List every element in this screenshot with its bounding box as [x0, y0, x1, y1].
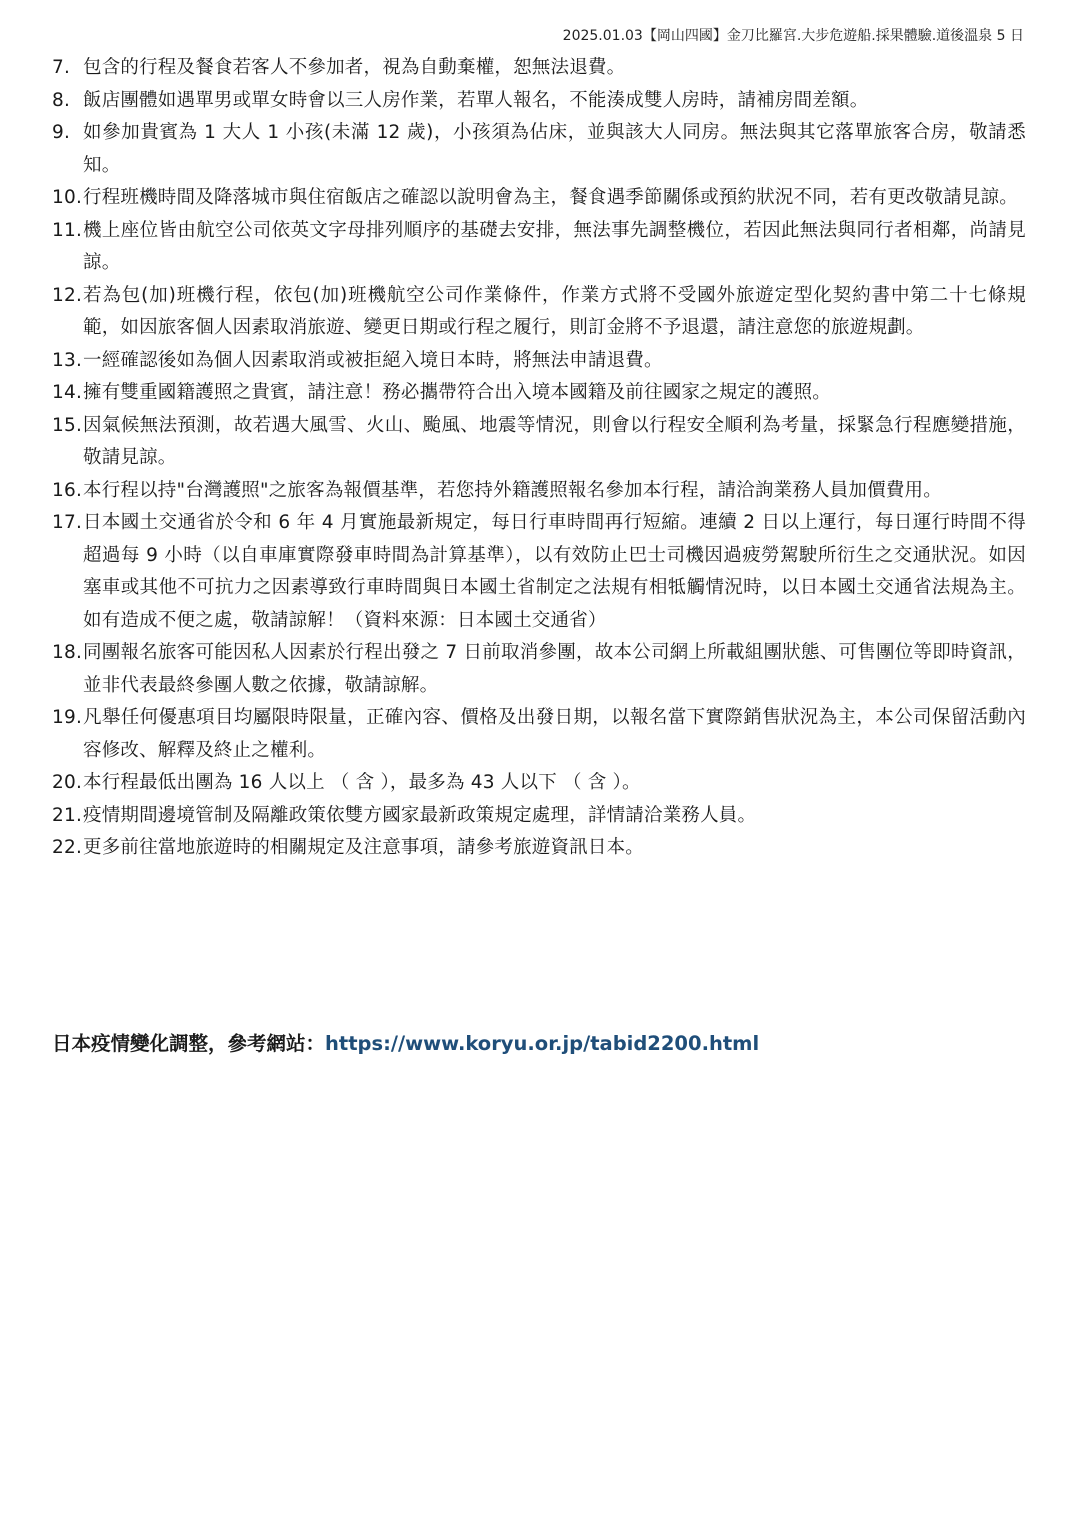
- item-text: 機上座位皆由航空公司依英文字母排列順序的基礎去安排，無法事先調整機位，若因此無法與同行者相鄰，尚請見諒。: [83, 219, 1026, 273]
- list-item: [52, 767, 1026, 800]
- item-text: 一經確認後如為個人因素取消或被拒絕入境日本時，將無法申請退費。: [83, 349, 663, 371]
- item-text: 若為包(加)班機行程，依包(加)班機航空公司作業條件，作業方式將不受國外旅遊定型化契約書中第二十七條規範，如因旅客個人因素取消旅遊、變更日期或行程之履行，則訂金將不予退還，請注意您的旅遊規劃。: [83, 284, 1026, 338]
- item-number: 16.: [52, 479, 83, 501]
- item-number: 9.: [52, 122, 71, 143]
- item-number: 11.: [52, 219, 83, 241]
- item-text: 同團報名旅客可能因私人因素於行程出發之 7 日前取消參團，故本公司網上所載組團狀態、可售團位等即時資訊，並非代表最終參團人數之依據，敬請諒解。: [83, 642, 1026, 696]
- item-number: 7.: [52, 57, 71, 78]
- list-item: [52, 280, 1026, 345]
- reference-label: 日本疫情變化調整，參考網站：: [52, 1032, 326, 1055]
- list-item: [52, 507, 1026, 637]
- notes-list: [52, 52, 1026, 865]
- list-item: [52, 117, 1026, 182]
- list-item: [52, 410, 1026, 475]
- item-text: 本行程以持"台灣護照"之旅客為報價基準，若您持外籍護照報名參加本行程，請洽詢業務人員加價費用。: [83, 479, 942, 501]
- item-text: 疫情期間邊境管制及隔離政策依雙方國家最新政策規定處理，詳情請洽業務人員。: [83, 804, 757, 826]
- item-number: 19.: [52, 707, 83, 728]
- item-text: 更多前往當地旅遊時的相關規定及注意事項，請參考旅遊資訊日本。: [83, 837, 645, 858]
- item-number: 20.: [52, 772, 83, 793]
- reference-line: [52, 1028, 759, 1060]
- item-number: 14.: [52, 382, 83, 403]
- page-header: 2025.01.03【岡山四國】金刀比羅宮.大步危遊船.採果體驗.道後溫泉 5 日: [562, 28, 1024, 44]
- item-number: 8.: [52, 89, 71, 111]
- item-text: 本行程最低出團為 16 人以上 （ 含 ），最多為 43 人以下 （ 含 ）。: [83, 772, 641, 793]
- item-number: 22.: [52, 837, 83, 858]
- list-item: [52, 377, 1026, 410]
- item-text: 擁有雙重國籍護照之貴賓，請注意！務必攜帶符合出入境本國籍及前往國家之規定的護照。: [83, 382, 832, 403]
- item-text: 如參加貴賓為 1 大人 1 小孩(未滿 12 歲)，小孩須為佔床，並與該大人同房。無法與其它落單旅客合房，敬請悉知。: [83, 122, 1026, 176]
- item-number: 21.: [52, 804, 83, 826]
- list-item: [52, 702, 1026, 767]
- reference-link[interactable]: https://www.koryu.or.jp/tabid2200.html: [325, 1032, 760, 1055]
- item-number: 13.: [52, 349, 83, 371]
- list-item: [52, 637, 1026, 702]
- item-text: 凡舉任何優惠項目均屬限時限量，正確內容、價格及出發日期，以報名當下實際銷售狀況為主，本公司保留活動內容修改、解釋及終止之權利。: [83, 707, 1026, 761]
- item-text: 飯店團體如遇單男或單女時會以三人房作業，若單人報名，不能湊成雙人房時，請補房間差額。: [83, 89, 869, 111]
- item-number: 15.: [52, 414, 83, 436]
- list-item: [52, 182, 1026, 215]
- list-item: [52, 800, 1026, 833]
- item-text: 行程班機時間及降落城市與住宿飯店之確認以說明會為主，餐食遇季節關係或預約狀況不同，若有更改敬請見諒。: [83, 187, 1019, 208]
- item-text: 因氣候無法預測，故若遇大風雪、火山、颱風、地震等情況，則會以行程安全順利為考量，採緊急行程應變措施，敬請見諒。: [83, 414, 1026, 468]
- item-number: 17.: [52, 512, 83, 533]
- list-item: [52, 475, 1026, 508]
- list-item: [52, 832, 1026, 865]
- list-item: [52, 52, 1026, 85]
- item-number: 18.: [52, 642, 83, 663]
- item-number: 12.: [52, 284, 83, 306]
- item-text: 日本國土交通省於令和 6 年 4 月實施最新規定，每日行車時間再行短縮。連續 2 日以上運行，每日運行時間不得超過每 9 小時（以自車庫實際發車時間為計算基準），以有效防止巴士司機因過疲勞駕駛所衍生之交通狀況。如因塞車或其他不可抗力之因素導致行車時間與日本國土省制定之法規有相牴觸情況時，以日本國土交通省法規為主。如有造成不便之處，敬請諒解！（資料來源：日本國土交通省）: [83, 512, 1026, 631]
- list-item: [52, 345, 1026, 378]
- item-number: 10.: [52, 187, 83, 208]
- list-item: [52, 85, 1026, 118]
- item-text: 包含的行程及餐食若客人不參加者，視為自動棄權，恕無法退費。: [83, 57, 626, 78]
- list-item: [52, 215, 1026, 280]
